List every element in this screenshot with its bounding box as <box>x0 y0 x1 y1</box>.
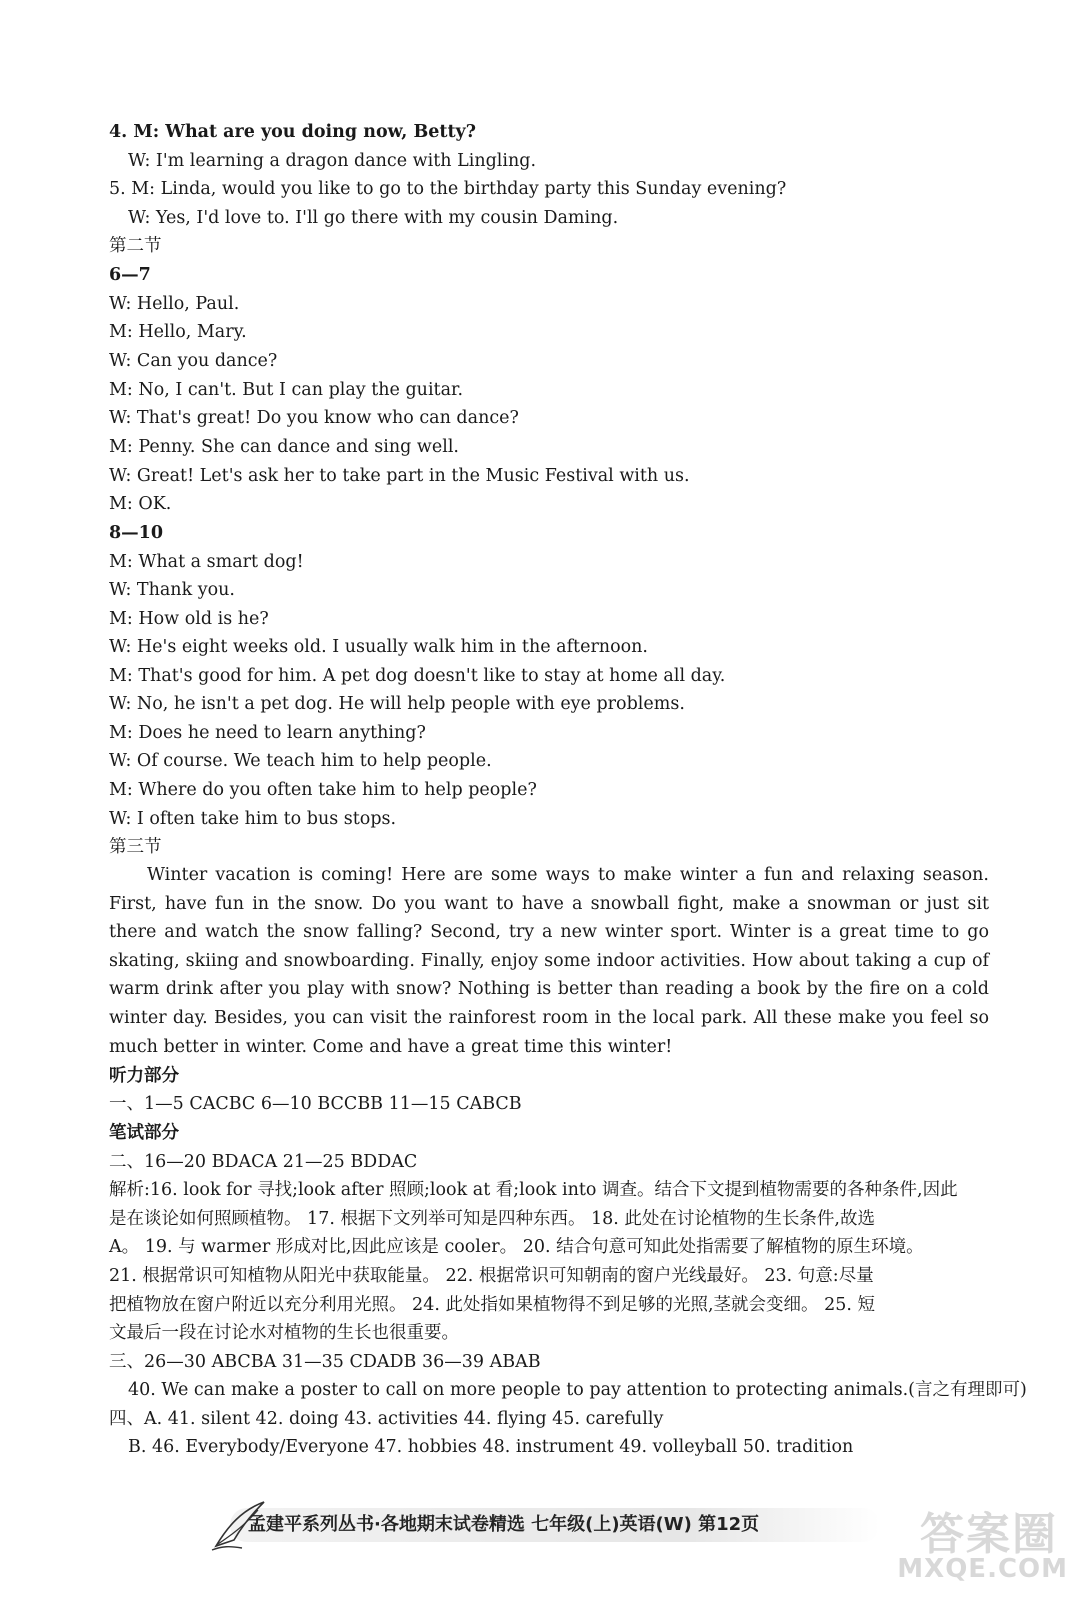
watermark-mark: 答案圈 <box>920 1509 1058 1560</box>
footer-title: 孟建平系列丛书·各地期末试卷精选 七年级(上)英语(W) 第12页 <box>248 1514 760 1535</box>
analysis-line: 21. 根据常识可知植物从阳光中获取能量。 22. 根据常识可知朝南的窗户光线最好。 23. 句意:尽量 <box>109 1266 874 1286</box>
dialogue-line: W: That's great! Do you know who can dance? <box>109 408 519 428</box>
question-range: 8—10 <box>109 523 164 543</box>
analysis-line: A。 19. 与 warmer 形成对比,因此应该是 cooler。 20. 结合句意可知此处指需要了解植物的原生环境。 <box>109 1237 924 1257</box>
section-label: 第三节 <box>109 837 162 857</box>
written-heading: 笔试部分 <box>109 1123 179 1143</box>
analysis-line: 解析:16. look for 寻找;look after 照顾;look at 看;look into 调查。结合下文提到植物需要的各种条件,因此 <box>109 1180 958 1200</box>
answer-line: B. 46. Everybody/Everyone 47. hobbies 48. instrument 49. volleyball 50. tradition <box>128 1437 854 1457</box>
dialogue-line: W: Yes, I'd love to. I'll go there with my cousin Daming. <box>128 208 619 228</box>
dialogue-line: W: He's eight weeks old. I usually walk him in the afternoon. <box>109 637 648 657</box>
watermark <box>898 1498 1078 1590</box>
watermark-url: MXQE.COM <box>897 1554 1068 1584</box>
dialogue-line: M: That's good for him. A pet dog doesn't like to stay at home all day. <box>109 666 726 686</box>
question-range: 6—7 <box>109 265 151 285</box>
section-label: 第二节 <box>109 236 162 256</box>
answer-line: 一、1—5 CACBC 6—10 BCCBB 11—15 CABCB <box>109 1094 522 1114</box>
dialogue-line: W: Thank you. <box>109 580 235 600</box>
dialogue-line: 5. M: Linda, would you like to go to the birthday party this Sunday evening? <box>109 179 787 199</box>
dialogue-line: M: Where do you often take him to help people? <box>109 780 537 800</box>
dialogue-line: M: How old is he? <box>109 609 269 629</box>
analysis-line: 文最后一段在讨论水对植物的生长也很重要。 <box>109 1323 459 1343</box>
dialogue-line: M: OK. <box>109 494 172 514</box>
dialogue-line: W: Great! Let's ask her to take part in the Music Festival with us. <box>109 466 690 486</box>
analysis-line: 把植物放在窗户附近以充分利用光照。 24. 此处指如果植物得不到足够的光照,茎就会变细。 25. 短 <box>109 1295 875 1315</box>
dialogue-line: M: No, I can't. But I can play the guitar. <box>109 380 464 400</box>
dialogue-line: M: Hello, Mary. <box>109 322 247 342</box>
dialogue-line: W: Hello, Paul. <box>109 294 240 314</box>
dialogue-line: W: Of course. We teach him to help people. <box>109 751 492 771</box>
dialogue-line: W: I'm learning a dragon dance with Lingling. <box>128 151 537 171</box>
dialogue-line: M: What a smart dog! <box>109 552 304 572</box>
passage-text: Winter vacation is coming! Here are some ways to make winter a fun and relaxing season. First, have fun in the snow. Do you want to have a snowball fight, make a snowman or just sit there and watch the snow falling? Second, try a new winter sport. Winter is a great time to go skating, skiing and snowboarding. Finally, enjoy some indoor activities. How about taking a cup of warm drink after you play with snow? Nothing is better than reading a book by the fire on a cold winter day. Besides, you can visit the rainforest room in the local park. All these make you feel so much better in winter. Come and have a great time this winter! <box>109 865 989 1057</box>
analysis-line: 是在谈论如何照顾植物。 17. 根据下文列举可知是四种东西。 18. 此处在讨论植物的生长条件,故选 <box>109 1209 875 1229</box>
dialogue-line: M: Penny. She can dance and sing well. <box>109 437 459 457</box>
answer-line: 40. We can make a poster to call on more people to pay attention to protecting animals.(言之有理即可) <box>128 1380 1027 1400</box>
listening-heading: 听力部分 <box>109 1066 179 1086</box>
dialogue-line: W: I often take him to bus stops. <box>109 809 397 829</box>
dialogue-line: M: Does he need to learn anything? <box>109 723 426 743</box>
answer-line: 三、26—30 ABCBA 31—35 CDADB 36—39 ABAB <box>109 1352 541 1372</box>
dialogue-line: 4. M: What are you doing now, Betty? <box>109 122 476 142</box>
answer-line: 二、16—20 BDACA 21—25 BDDAC <box>109 1152 418 1172</box>
listening-passage <box>109 861 989 1061</box>
answer-line: 四、A. 41. silent 42. doing 43. activities 44. flying 45. carefully <box>109 1409 664 1429</box>
dialogue-line: W: No, he isn't a pet dog. He will help people with eye problems. <box>109 694 685 714</box>
dialogue-line: W: Can you dance? <box>109 351 278 371</box>
